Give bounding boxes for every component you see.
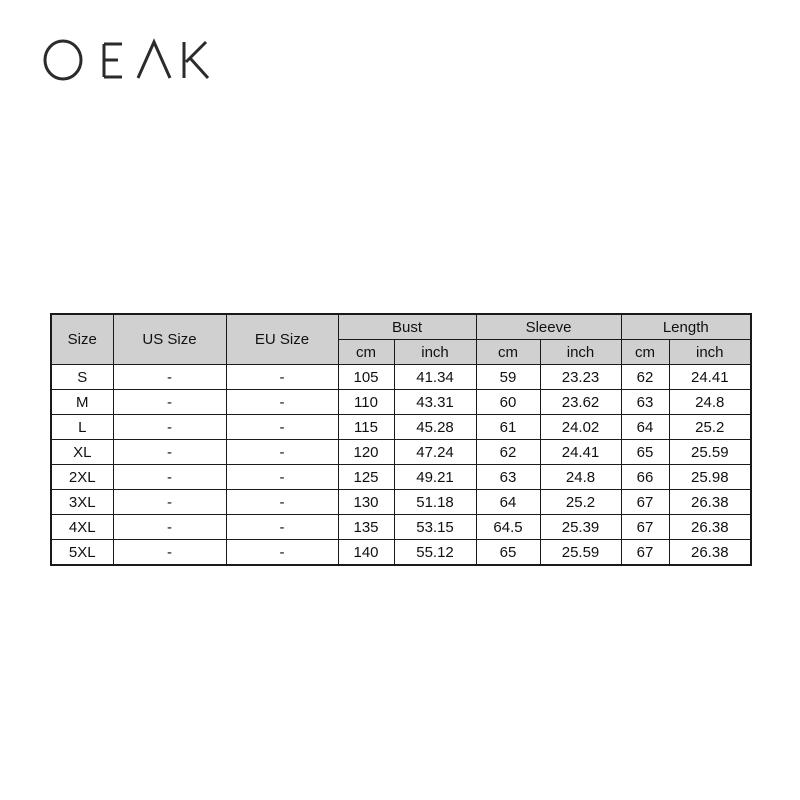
- cell-sleeve-inch: 24.02: [540, 415, 621, 440]
- cell-length-inch: 25.98: [669, 465, 751, 490]
- cell-sleeve-inch: 25.39: [540, 515, 621, 540]
- cell-size: M: [51, 390, 113, 415]
- cell-us-size: -: [113, 365, 226, 390]
- cell-bust-cm: 120: [338, 440, 394, 465]
- cell-length-cm: 62: [621, 365, 669, 390]
- cell-us-size: -: [113, 490, 226, 515]
- cell-sleeve-cm: 63: [476, 465, 540, 490]
- cell-bust-cm: 110: [338, 390, 394, 415]
- cell-eu-size: -: [226, 490, 338, 515]
- cell-sleeve-inch: 23.23: [540, 365, 621, 390]
- cell-length-inch: 26.38: [669, 515, 751, 540]
- cell-eu-size: -: [226, 415, 338, 440]
- cell-length-inch: 26.38: [669, 540, 751, 566]
- cell-size: 2XL: [51, 465, 113, 490]
- cell-bust-cm: 115: [338, 415, 394, 440]
- cell-bust-inch: 51.18: [394, 490, 476, 515]
- cell-bust-cm: 130: [338, 490, 394, 515]
- cell-bust-inch: 55.12: [394, 540, 476, 566]
- cell-us-size: -: [113, 515, 226, 540]
- cell-length-cm: 67: [621, 490, 669, 515]
- oeak-wordmark-logo-icon: [42, 36, 212, 84]
- header-us-size: US Size: [113, 314, 226, 365]
- header-sleeve: Sleeve: [476, 314, 621, 340]
- cell-bust-cm: 125: [338, 465, 394, 490]
- brand-logo: [42, 36, 212, 84]
- unit-length-inch: inch: [669, 340, 751, 365]
- unit-bust-inch: inch: [394, 340, 476, 365]
- size-chart-table: [50, 313, 752, 566]
- table-row: [51, 440, 751, 465]
- cell-size: S: [51, 365, 113, 390]
- cell-sleeve-cm: 64: [476, 490, 540, 515]
- header-eu-size: EU Size: [226, 314, 338, 365]
- cell-length-inch: 25.2: [669, 415, 751, 440]
- unit-sleeve-inch: inch: [540, 340, 621, 365]
- cell-sleeve-cm: 60: [476, 390, 540, 415]
- size-table-body: [51, 365, 751, 566]
- header-length: Length: [621, 314, 751, 340]
- cell-us-size: -: [113, 440, 226, 465]
- cell-sleeve-cm: 64.5: [476, 515, 540, 540]
- cell-sleeve-inch: 25.59: [540, 540, 621, 566]
- cell-length-cm: 67: [621, 540, 669, 566]
- cell-us-size: -: [113, 415, 226, 440]
- table-row: [51, 365, 751, 390]
- table-row: [51, 540, 751, 566]
- cell-sleeve-cm: 62: [476, 440, 540, 465]
- cell-length-inch: 26.38: [669, 490, 751, 515]
- unit-length-cm: cm: [621, 340, 669, 365]
- cell-length-inch: 25.59: [669, 440, 751, 465]
- header-bust: Bust: [338, 314, 476, 340]
- cell-bust-inch: 49.21: [394, 465, 476, 490]
- unit-bust-cm: cm: [338, 340, 394, 365]
- cell-us-size: -: [113, 465, 226, 490]
- cell-bust-inch: 45.28: [394, 415, 476, 440]
- cell-length-cm: 63: [621, 390, 669, 415]
- cell-eu-size: -: [226, 390, 338, 415]
- cell-bust-inch: 41.34: [394, 365, 476, 390]
- cell-bust-inch: 43.31: [394, 390, 476, 415]
- cell-length-cm: 65: [621, 440, 669, 465]
- cell-sleeve-inch: 24.41: [540, 440, 621, 465]
- header-size: Size: [51, 314, 113, 365]
- cell-bust-cm: 105: [338, 365, 394, 390]
- cell-size: 3XL: [51, 490, 113, 515]
- table-row: [51, 465, 751, 490]
- cell-sleeve-cm: 65: [476, 540, 540, 566]
- cell-eu-size: -: [226, 440, 338, 465]
- cell-length-cm: 67: [621, 515, 669, 540]
- cell-size: XL: [51, 440, 113, 465]
- cell-sleeve-cm: 61: [476, 415, 540, 440]
- cell-eu-size: -: [226, 365, 338, 390]
- header-row-primary: [51, 314, 751, 340]
- cell-sleeve-inch: 25.2: [540, 490, 621, 515]
- cell-sleeve-cm: 59: [476, 365, 540, 390]
- unit-sleeve-cm: cm: [476, 340, 540, 365]
- cell-length-inch: 24.41: [669, 365, 751, 390]
- cell-bust-inch: 53.15: [394, 515, 476, 540]
- cell-eu-size: -: [226, 465, 338, 490]
- cell-size: L: [51, 415, 113, 440]
- cell-us-size: -: [113, 390, 226, 415]
- cell-sleeve-inch: 24.8: [540, 465, 621, 490]
- cell-bust-cm: 135: [338, 515, 394, 540]
- cell-length-cm: 64: [621, 415, 669, 440]
- table-row: [51, 415, 751, 440]
- cell-eu-size: -: [226, 540, 338, 566]
- cell-size: 5XL: [51, 540, 113, 566]
- cell-sleeve-inch: 23.62: [540, 390, 621, 415]
- cell-length-cm: 66: [621, 465, 669, 490]
- cell-length-inch: 24.8: [669, 390, 751, 415]
- cell-us-size: -: [113, 540, 226, 566]
- cell-bust-cm: 140: [338, 540, 394, 566]
- cell-size: 4XL: [51, 515, 113, 540]
- table-row: [51, 515, 751, 540]
- table-row: [51, 490, 751, 515]
- table-row: [51, 390, 751, 415]
- cell-eu-size: -: [226, 515, 338, 540]
- cell-bust-inch: 47.24: [394, 440, 476, 465]
